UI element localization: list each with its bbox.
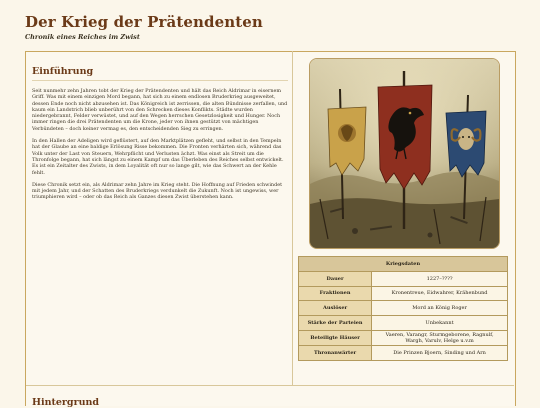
infobox-label-strength: Stärke der Parteien — [299, 316, 372, 331]
page-subtitle: Chronik eines Reiches im Zwist — [25, 33, 140, 41]
section-divider — [26, 385, 514, 386]
intro-paragraph-1: Seit nunmehr zehn Jahren tobt der Krieg der Prätendenten und hält das Reich Aldrimar in eisernem Griff. Was mit einem einzigen Mord begann, hat sich zu einem endlosen Bruderkrieg ausgeweitet, dessen Ende noch nicht abzusehen ist. Das Königreich ist zerrissen, die alten Bündnisse zerfallen, und kaum ein Landstrich blieb unberührt von den Schrecken dieses Konflikts. Städte wurden niedergebrannt, Felder verwüstet, und auf den Wegen herrschen Gesetzlosigkeit und Hunger. Noch immer ringen die drei Prätendenten um die Krone, jeder von ihnen gestützt von mächtigen Verbündeten – doch keiner vermag es, den entscheidenden Sieg zu erringen. — [32, 88, 288, 132]
page-title: Der Krieg der Prätendenten — [25, 13, 263, 31]
banner-illustration — [309, 58, 500, 249]
infobox-title: Kriegsdaten — [299, 257, 508, 272]
intro-section — [32, 66, 288, 207]
infobox-row — [299, 301, 508, 316]
infobox-value-factions: Kronentreue, Eidwahrer, Krähenbund — [372, 286, 508, 301]
infobox-value-strength: Unbekannt — [372, 316, 508, 331]
infobox-row — [299, 316, 508, 331]
infobox-row — [299, 345, 508, 360]
infobox-label-claimants: Thronanwärter — [299, 345, 372, 360]
infobox-row — [299, 271, 508, 286]
intro-heading: Einführung — [32, 66, 288, 81]
intro-paragraph-2: In den Hallen der Adeligen wird geflüstert, auf den Marktplätzen gefleht, und selbst in den Tempeln hat der Glaube an eine baldige Erlösung Risse bekommen. Die Fronten verhärten sich, während das Volk unter der Last von Steuern, Wehrpflicht und Verlusten ächzt. Was einst als Streit um die Thronfolge begann, hat sich längst zu einem Kampf um das Überleben des Reiches selbst entwickelt. Es ist ein Zeitalter des Zwists, in dem Loyalität oft nur so lange gilt, wie das Schwert an der Kehle fehlt. — [32, 138, 284, 176]
infobox-label-trigger: Auslöser — [299, 301, 372, 316]
background-heading: Hintergrund — [32, 397, 100, 408]
banner-illustration-svg — [310, 59, 499, 248]
infobox-row — [299, 286, 508, 301]
infobox-label-duration: Dauer — [299, 271, 372, 286]
column-divider — [292, 51, 293, 385]
infobox-label-factions: Fraktionen — [299, 286, 372, 301]
war-infobox — [298, 256, 508, 361]
infobox-value-duration: 1227–???? — [372, 271, 508, 286]
infobox-header-row — [299, 257, 508, 272]
page-header — [25, 14, 525, 50]
infobox-value-claimants: Die Prinzen Bjoern, Sinding und Arn — [372, 345, 508, 360]
infobox-label-houses: Beteiligte Häuser — [299, 330, 372, 345]
infobox-value-trigger: Mord an König Roger — [372, 301, 508, 316]
infobox-value-houses: Vaeren, Varangr, Sturmgeborene, Ragnulf, Wargh, Varulv, Helge u.v.m — [372, 330, 508, 345]
infobox-row — [299, 330, 508, 345]
intro-paragraph-3: Diese Chronik setzt ein, als Aldrimar zehn Jahre im Krieg steht. Die Hoffnung auf Frieden schwindet mit jedem Jahr, und der Schatten des Bruderkriegs verdunkelt die Zukunft. Noch ist ungewiss, wer triumphieren wird – oder ob das Reich als Ganzes diesen Zwist überstehen kann. — [32, 181, 283, 201]
